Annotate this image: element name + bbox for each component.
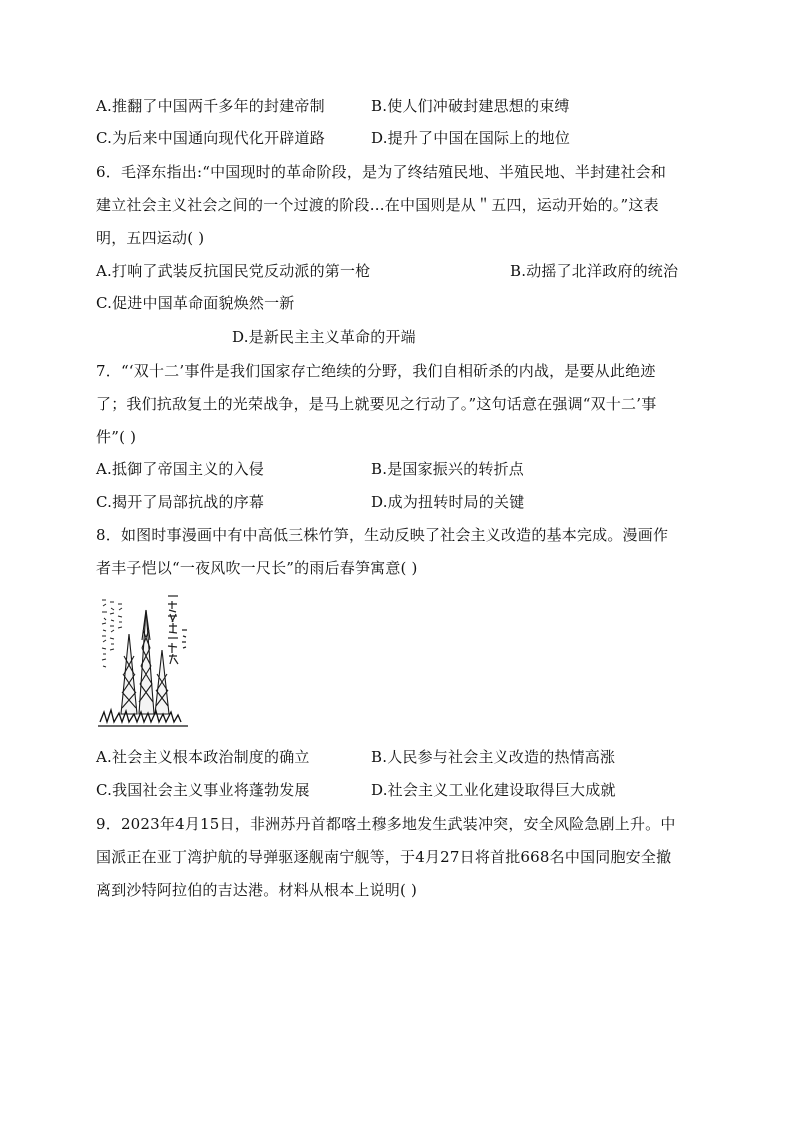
q8-stem-line-2: 者丰子恺以“一夜风吹一尺长”的雨后春笋寓意( ) [96, 559, 418, 577]
cartoon-caption-brush-text [168, 596, 187, 664]
q7-option-b: B.是国家振兴的转折点 [371, 460, 524, 478]
cartoon-drawing [96, 590, 192, 730]
q6-option-c: C.促进中国革命面貌焕然一新 [96, 294, 295, 312]
q8-option-d: D.社会主义工业化建设取得巨大成就 [371, 781, 616, 799]
q7-stem-line-2: 了；我们抗敌复土的光荣战争，是马上就要见之行动了。”这句话意在强调“双十二’事 [96, 395, 657, 413]
q5-option-a: A.推翻了中国两千多年的封建帝制 [96, 97, 325, 115]
q5-option-c: C.为后来中国通向现代化开辟道路 [96, 129, 325, 147]
q8-option-a: A.社会主义根本政治制度的确立 [96, 748, 310, 766]
q8-option-c: C.我国社会主义事业将蓬勃发展 [96, 781, 310, 799]
q9-stem-line-1: 9．2023年4月15日，非洲苏丹首都喀土穆多地发生武装冲突，安全风险急剧上升。中 [96, 815, 676, 833]
q7-option-c: C.揭开了局部抗战的序幕 [96, 493, 265, 511]
q7-option-d: D.成为扭转时局的关键 [371, 493, 525, 511]
q6-option-b: B.动摇了北洋政府的统治 [510, 262, 679, 280]
q9-stem-line-2: 国派正在亚丁湾护航的导弹驱逐舰南宁舰等，于4月27日将首批668名中国同胞安全撤 [96, 848, 672, 866]
q9-stem-line-3: 离到沙特阿拉伯的吉达港。材料从根本上说明( ) [96, 881, 418, 899]
bamboo-shoots [121, 610, 169, 714]
q7-stem-line-1: 7．“‘双十二’事件是我们国家存亡绝续的分野，我们自相斫杀的内战，是要从此绝迹 [96, 362, 656, 380]
q6-option-a: A.打响了武装反抗国民党反动派的第一枪 [96, 262, 371, 280]
q8-stem-line-1: 8．如图时事漫画中有中高低三株竹笋，生动反映了社会主义改造的基本完成。漫画作 [96, 526, 669, 544]
q7-option-a: A.抵御了帝国主义的入侵 [96, 460, 265, 478]
q6-stem-line-2: 建立社会主义社会之间的一个过渡的阶段…在中国则是从＂五四，运动开始的。”这表 [96, 196, 659, 214]
q8-option-b: B.人民参与社会主义改造的热情高涨 [371, 748, 616, 766]
q6-option-d: D.是新民主主义革命的开端 [232, 328, 416, 346]
q7-stem-line-3: 件”( ) [96, 428, 137, 446]
bamboo-shoots-cartoon [96, 590, 192, 730]
q5-option-d: D.提升了中国在国际上的地位 [371, 129, 571, 147]
q6-stem-line-1: 6．毛泽东指出:“中国现时的革命阶段，是为了终结殖民地、半殖民地、半封建社会和 [96, 163, 667, 181]
q5-option-b: B.使人们冲破封建思想的束缚 [371, 97, 570, 115]
q6-stem-line-3: 明，五四运动( ) [96, 229, 205, 247]
cartoon-left-inscription [102, 600, 122, 667]
